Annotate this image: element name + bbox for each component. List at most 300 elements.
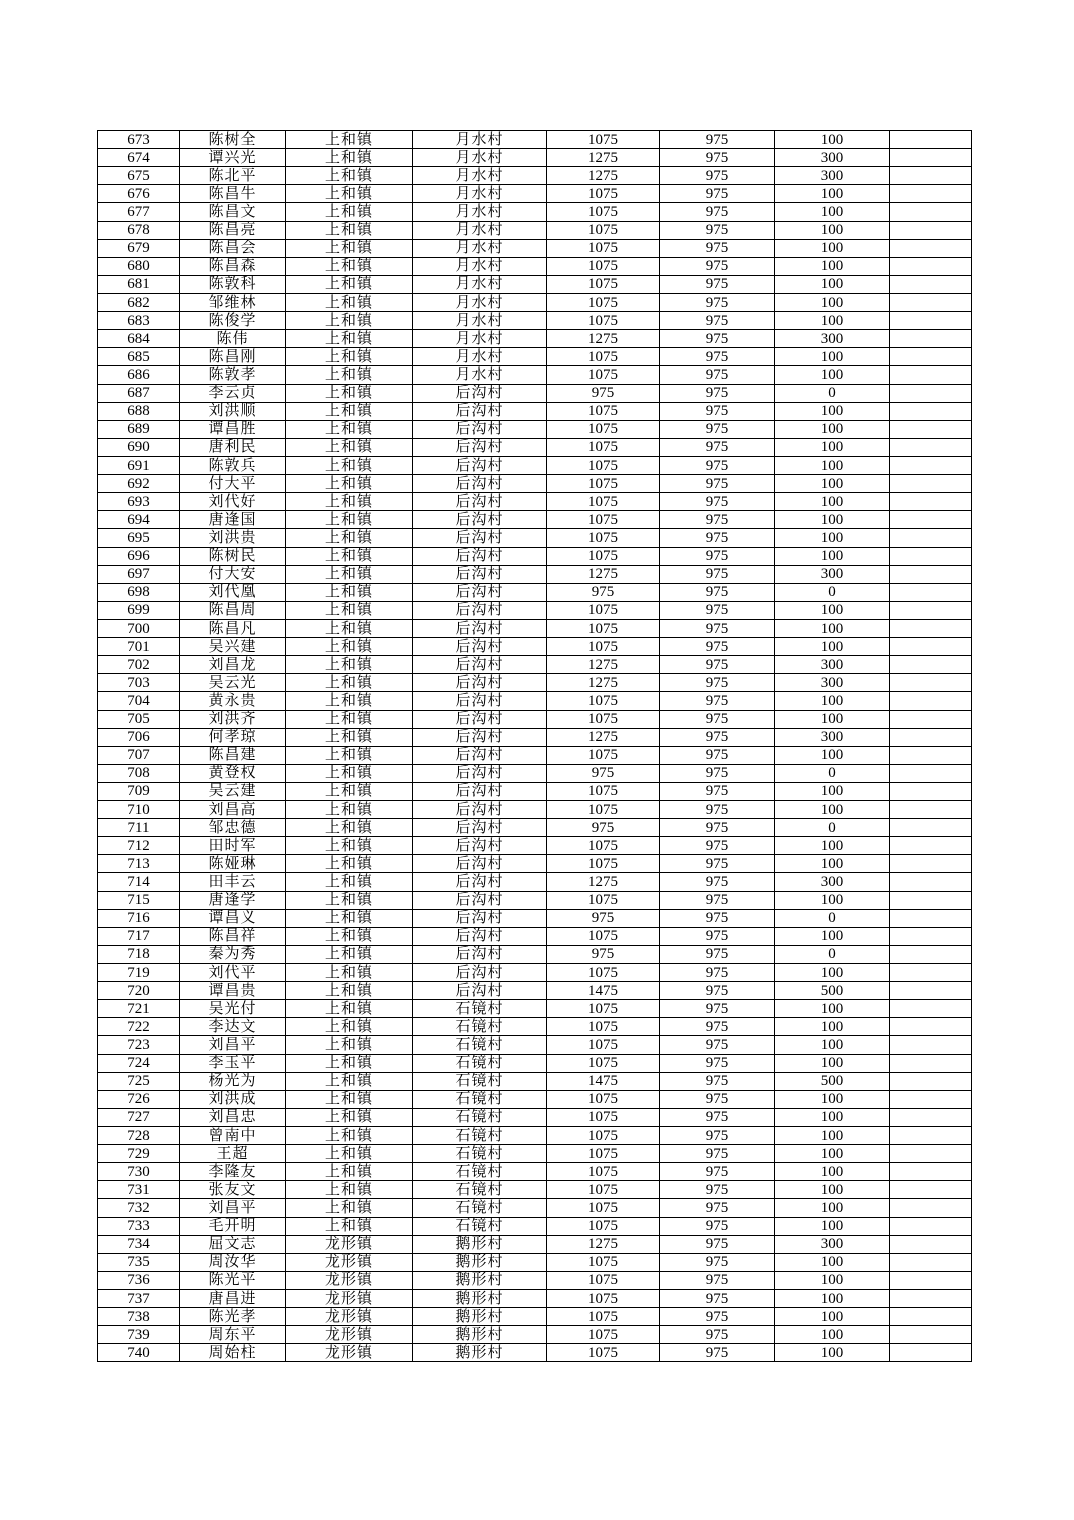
name-cell: 刘代凰 xyxy=(180,583,286,601)
amount-a-cell: 1075 xyxy=(547,1181,660,1199)
amount-b-cell: 975 xyxy=(660,203,775,221)
town-cell: 上和镇 xyxy=(286,1108,413,1126)
note-cell xyxy=(890,1127,972,1145)
note-cell xyxy=(890,1163,972,1181)
name-cell: 陈昌牛 xyxy=(180,185,286,203)
name-cell: 何孝琼 xyxy=(180,728,286,746)
note-cell xyxy=(890,1199,972,1217)
village-cell: 后沟村 xyxy=(413,964,547,982)
amount-b-cell: 975 xyxy=(660,638,775,656)
difference-cell: 100 xyxy=(775,221,890,239)
table-row xyxy=(98,674,972,692)
table-row xyxy=(98,964,972,982)
row-number-cell: 710 xyxy=(98,801,180,819)
table-row xyxy=(98,782,972,800)
row-number-cell: 713 xyxy=(98,855,180,873)
row-number-cell: 689 xyxy=(98,420,180,438)
difference-cell: 100 xyxy=(775,1217,890,1235)
note-cell xyxy=(890,909,972,927)
amount-b-cell: 975 xyxy=(660,529,775,547)
amount-b-cell: 975 xyxy=(660,456,775,474)
note-cell xyxy=(890,891,972,909)
row-number-cell: 709 xyxy=(98,782,180,800)
amount-b-cell: 975 xyxy=(660,927,775,945)
row-number-cell: 699 xyxy=(98,601,180,619)
amount-a-cell: 1075 xyxy=(547,638,660,656)
amount-a-cell: 1075 xyxy=(547,420,660,438)
amount-b-cell: 975 xyxy=(660,1326,775,1344)
difference-cell: 300 xyxy=(775,149,890,167)
table-row xyxy=(98,819,972,837)
note-cell xyxy=(890,819,972,837)
amount-a-cell: 1075 xyxy=(547,529,660,547)
town-cell: 上和镇 xyxy=(286,837,413,855)
table-row xyxy=(98,547,972,565)
table-row xyxy=(98,221,972,239)
difference-cell: 300 xyxy=(775,728,890,746)
table-row xyxy=(98,167,972,185)
amount-b-cell: 975 xyxy=(660,547,775,565)
amount-a-cell: 1075 xyxy=(547,1199,660,1217)
town-cell: 上和镇 xyxy=(286,782,413,800)
table-row xyxy=(98,638,972,656)
difference-cell: 100 xyxy=(775,1163,890,1181)
row-number-cell: 674 xyxy=(98,149,180,167)
row-number-cell: 722 xyxy=(98,1018,180,1036)
table-row xyxy=(98,1271,972,1289)
row-number-cell: 740 xyxy=(98,1344,180,1362)
village-cell: 鹅形村 xyxy=(413,1271,547,1289)
amount-a-cell: 1075 xyxy=(547,239,660,257)
table-row xyxy=(98,1199,972,1217)
name-cell: 陈昌文 xyxy=(180,203,286,221)
difference-cell: 100 xyxy=(775,1145,890,1163)
table-row xyxy=(98,529,972,547)
difference-cell: 100 xyxy=(775,366,890,384)
difference-cell: 100 xyxy=(775,1290,890,1308)
difference-cell: 100 xyxy=(775,1344,890,1362)
row-number-cell: 717 xyxy=(98,927,180,945)
note-cell xyxy=(890,692,972,710)
town-cell: 上和镇 xyxy=(286,330,413,348)
name-cell: 曾南中 xyxy=(180,1127,286,1145)
difference-cell: 100 xyxy=(775,1308,890,1326)
row-number-cell: 691 xyxy=(98,456,180,474)
town-cell: 上和镇 xyxy=(286,728,413,746)
name-cell: 谭昌胜 xyxy=(180,420,286,438)
village-cell: 月水村 xyxy=(413,203,547,221)
village-cell: 后沟村 xyxy=(413,601,547,619)
name-cell: 谭昌义 xyxy=(180,909,286,927)
note-cell xyxy=(890,583,972,601)
town-cell: 上和镇 xyxy=(286,547,413,565)
row-number-cell: 702 xyxy=(98,656,180,674)
name-cell: 田时军 xyxy=(180,837,286,855)
amount-b-cell: 975 xyxy=(660,728,775,746)
village-cell: 后沟村 xyxy=(413,710,547,728)
town-cell: 上和镇 xyxy=(286,384,413,402)
difference-cell: 100 xyxy=(775,185,890,203)
amount-a-cell: 1075 xyxy=(547,366,660,384)
note-cell xyxy=(890,475,972,493)
amount-a-cell: 1075 xyxy=(547,1018,660,1036)
row-number-cell: 706 xyxy=(98,728,180,746)
village-cell: 石镜村 xyxy=(413,1199,547,1217)
village-cell: 后沟村 xyxy=(413,873,547,891)
amount-b-cell: 975 xyxy=(660,837,775,855)
table-row xyxy=(98,1308,972,1326)
note-cell xyxy=(890,855,972,873)
name-cell: 陈树民 xyxy=(180,547,286,565)
row-number-cell: 734 xyxy=(98,1235,180,1253)
note-cell xyxy=(890,619,972,637)
village-cell: 后沟村 xyxy=(413,728,547,746)
town-cell: 上和镇 xyxy=(286,348,413,366)
town-cell: 上和镇 xyxy=(286,927,413,945)
amount-b-cell: 975 xyxy=(660,1271,775,1289)
name-cell: 吴光付 xyxy=(180,1000,286,1018)
note-cell xyxy=(890,149,972,167)
town-cell: 龙形镇 xyxy=(286,1308,413,1326)
amount-a-cell: 1075 xyxy=(547,601,660,619)
name-cell: 周汝华 xyxy=(180,1253,286,1271)
name-cell: 刘洪贵 xyxy=(180,529,286,547)
difference-cell: 100 xyxy=(775,131,890,149)
amount-b-cell: 975 xyxy=(660,1145,775,1163)
table-row xyxy=(98,1253,972,1271)
row-number-cell: 673 xyxy=(98,131,180,149)
amount-b-cell: 975 xyxy=(660,746,775,764)
town-cell: 上和镇 xyxy=(286,1000,413,1018)
town-cell: 上和镇 xyxy=(286,674,413,692)
difference-cell: 300 xyxy=(775,1235,890,1253)
village-cell: 后沟村 xyxy=(413,692,547,710)
note-cell xyxy=(890,131,972,149)
amount-a-cell: 975 xyxy=(547,764,660,782)
difference-cell: 100 xyxy=(775,801,890,819)
row-number-cell: 686 xyxy=(98,366,180,384)
amount-b-cell: 975 xyxy=(660,1199,775,1217)
amount-b-cell: 975 xyxy=(660,1181,775,1199)
village-cell: 后沟村 xyxy=(413,837,547,855)
amount-b-cell: 975 xyxy=(660,982,775,1000)
amount-b-cell: 975 xyxy=(660,1018,775,1036)
town-cell: 上和镇 xyxy=(286,529,413,547)
difference-cell: 100 xyxy=(775,855,890,873)
note-cell xyxy=(890,1181,972,1199)
row-number-cell: 681 xyxy=(98,275,180,293)
difference-cell: 100 xyxy=(775,1018,890,1036)
difference-cell: 100 xyxy=(775,710,890,728)
amount-b-cell: 975 xyxy=(660,819,775,837)
table-row xyxy=(98,801,972,819)
village-cell: 月水村 xyxy=(413,348,547,366)
village-cell: 后沟村 xyxy=(413,438,547,456)
name-cell: 陈俊学 xyxy=(180,312,286,330)
table-row xyxy=(98,438,972,456)
amount-b-cell: 975 xyxy=(660,131,775,149)
village-cell: 鹅形村 xyxy=(413,1326,547,1344)
difference-cell: 100 xyxy=(775,475,890,493)
name-cell: 唐逢学 xyxy=(180,891,286,909)
name-cell: 刘代平 xyxy=(180,964,286,982)
name-cell: 刘洪齐 xyxy=(180,710,286,728)
note-cell xyxy=(890,764,972,782)
difference-cell: 300 xyxy=(775,873,890,891)
amount-a-cell: 1075 xyxy=(547,547,660,565)
name-cell: 唐利民 xyxy=(180,438,286,456)
note-cell xyxy=(890,1018,972,1036)
amount-b-cell: 975 xyxy=(660,420,775,438)
village-cell: 后沟村 xyxy=(413,746,547,764)
note-cell xyxy=(890,456,972,474)
table-row xyxy=(98,764,972,782)
village-cell: 石镜村 xyxy=(413,1054,547,1072)
amount-b-cell: 975 xyxy=(660,221,775,239)
amount-b-cell: 975 xyxy=(660,185,775,203)
table-row xyxy=(98,402,972,420)
difference-cell: 100 xyxy=(775,692,890,710)
table-row xyxy=(98,475,972,493)
note-cell xyxy=(890,964,972,982)
row-number-cell: 731 xyxy=(98,1181,180,1199)
name-cell: 陈敦科 xyxy=(180,275,286,293)
difference-cell: 100 xyxy=(775,782,890,800)
difference-cell: 100 xyxy=(775,638,890,656)
village-cell: 石镜村 xyxy=(413,1018,547,1036)
row-number-cell: 679 xyxy=(98,239,180,257)
difference-cell: 100 xyxy=(775,239,890,257)
town-cell: 上和镇 xyxy=(286,801,413,819)
row-number-cell: 683 xyxy=(98,312,180,330)
amount-b-cell: 975 xyxy=(660,710,775,728)
table-row xyxy=(98,909,972,927)
row-number-cell: 724 xyxy=(98,1054,180,1072)
village-cell: 石镜村 xyxy=(413,1127,547,1145)
difference-cell: 100 xyxy=(775,1253,890,1271)
note-cell xyxy=(890,728,972,746)
name-cell: 毛开明 xyxy=(180,1217,286,1235)
note-cell xyxy=(890,203,972,221)
village-cell: 石镜村 xyxy=(413,1072,547,1090)
difference-cell: 100 xyxy=(775,1090,890,1108)
town-cell: 上和镇 xyxy=(286,475,413,493)
table-row xyxy=(98,149,972,167)
amount-a-cell: 1075 xyxy=(547,855,660,873)
note-cell xyxy=(890,366,972,384)
town-cell: 上和镇 xyxy=(286,203,413,221)
row-number-cell: 727 xyxy=(98,1108,180,1126)
amount-b-cell: 975 xyxy=(660,257,775,275)
amount-b-cell: 975 xyxy=(660,1054,775,1072)
difference-cell: 100 xyxy=(775,293,890,311)
amount-b-cell: 975 xyxy=(660,511,775,529)
note-cell xyxy=(890,348,972,366)
difference-cell: 100 xyxy=(775,1127,890,1145)
difference-cell: 300 xyxy=(775,565,890,583)
village-cell: 后沟村 xyxy=(413,855,547,873)
amount-a-cell: 1075 xyxy=(547,746,660,764)
name-cell: 陈伟 xyxy=(180,330,286,348)
name-cell: 陈树全 xyxy=(180,131,286,149)
village-cell: 后沟村 xyxy=(413,801,547,819)
table-row xyxy=(98,1054,972,1072)
amount-a-cell: 1075 xyxy=(547,692,660,710)
town-cell: 上和镇 xyxy=(286,746,413,764)
amount-b-cell: 975 xyxy=(660,402,775,420)
table-row xyxy=(98,239,972,257)
town-cell: 上和镇 xyxy=(286,583,413,601)
town-cell: 上和镇 xyxy=(286,819,413,837)
name-cell: 李云贞 xyxy=(180,384,286,402)
note-cell xyxy=(890,257,972,275)
amount-b-cell: 975 xyxy=(660,583,775,601)
difference-cell: 100 xyxy=(775,547,890,565)
amount-b-cell: 975 xyxy=(660,348,775,366)
amount-b-cell: 975 xyxy=(660,692,775,710)
table-row xyxy=(98,619,972,637)
note-cell xyxy=(890,1072,972,1090)
village-cell: 石镜村 xyxy=(413,1000,547,1018)
name-cell: 黄永贵 xyxy=(180,692,286,710)
row-number-cell: 676 xyxy=(98,185,180,203)
difference-cell: 0 xyxy=(775,819,890,837)
name-cell: 田丰云 xyxy=(180,873,286,891)
amount-a-cell: 1075 xyxy=(547,402,660,420)
town-cell: 龙形镇 xyxy=(286,1290,413,1308)
difference-cell: 100 xyxy=(775,1054,890,1072)
row-number-cell: 687 xyxy=(98,384,180,402)
row-number-cell: 720 xyxy=(98,982,180,1000)
town-cell: 上和镇 xyxy=(286,909,413,927)
name-cell: 刘昌平 xyxy=(180,1036,286,1054)
row-number-cell: 733 xyxy=(98,1217,180,1235)
difference-cell: 100 xyxy=(775,456,890,474)
note-cell xyxy=(890,837,972,855)
town-cell: 上和镇 xyxy=(286,873,413,891)
town-cell: 上和镇 xyxy=(286,710,413,728)
town-cell: 上和镇 xyxy=(286,945,413,963)
town-cell: 上和镇 xyxy=(286,964,413,982)
name-cell: 付大安 xyxy=(180,565,286,583)
town-cell: 上和镇 xyxy=(286,1145,413,1163)
row-number-cell: 708 xyxy=(98,764,180,782)
town-cell: 上和镇 xyxy=(286,493,413,511)
row-number-cell: 701 xyxy=(98,638,180,656)
difference-cell: 500 xyxy=(775,1072,890,1090)
name-cell: 张友文 xyxy=(180,1181,286,1199)
town-cell: 上和镇 xyxy=(286,764,413,782)
row-number-cell: 688 xyxy=(98,402,180,420)
table-row xyxy=(98,1000,972,1018)
amount-b-cell: 975 xyxy=(660,782,775,800)
amount-a-cell: 1075 xyxy=(547,1090,660,1108)
table-row xyxy=(98,493,972,511)
amount-b-cell: 975 xyxy=(660,366,775,384)
amount-a-cell: 975 xyxy=(547,909,660,927)
town-cell: 上和镇 xyxy=(286,293,413,311)
town-cell: 上和镇 xyxy=(286,1163,413,1181)
note-cell xyxy=(890,547,972,565)
row-number-cell: 726 xyxy=(98,1090,180,1108)
town-cell: 上和镇 xyxy=(286,1072,413,1090)
village-cell: 月水村 xyxy=(413,185,547,203)
note-cell xyxy=(890,1271,972,1289)
town-cell: 龙形镇 xyxy=(286,1271,413,1289)
town-cell: 上和镇 xyxy=(286,239,413,257)
table-row xyxy=(98,203,972,221)
name-cell: 邹维林 xyxy=(180,293,286,311)
table-row xyxy=(98,583,972,601)
table-row xyxy=(98,855,972,873)
difference-cell: 100 xyxy=(775,203,890,221)
name-cell: 李达文 xyxy=(180,1018,286,1036)
amount-b-cell: 975 xyxy=(660,964,775,982)
name-cell: 邹忠德 xyxy=(180,819,286,837)
name-cell: 付大平 xyxy=(180,475,286,493)
note-cell xyxy=(890,438,972,456)
difference-cell: 0 xyxy=(775,909,890,927)
amount-a-cell: 1075 xyxy=(547,891,660,909)
town-cell: 龙形镇 xyxy=(286,1235,413,1253)
amount-b-cell: 975 xyxy=(660,384,775,402)
row-number-cell: 682 xyxy=(98,293,180,311)
difference-cell: 100 xyxy=(775,1326,890,1344)
amount-a-cell: 1075 xyxy=(547,185,660,203)
amount-a-cell: 1275 xyxy=(547,873,660,891)
difference-cell: 100 xyxy=(775,438,890,456)
village-cell: 石镜村 xyxy=(413,1090,547,1108)
town-cell: 上和镇 xyxy=(286,221,413,239)
row-number-cell: 693 xyxy=(98,493,180,511)
difference-cell: 100 xyxy=(775,746,890,764)
amount-a-cell: 1075 xyxy=(547,964,660,982)
note-cell xyxy=(890,1235,972,1253)
name-cell: 刘洪成 xyxy=(180,1090,286,1108)
note-cell xyxy=(890,927,972,945)
amount-a-cell: 1075 xyxy=(547,619,660,637)
village-cell: 后沟村 xyxy=(413,583,547,601)
note-cell xyxy=(890,982,972,1000)
note-cell xyxy=(890,1145,972,1163)
town-cell: 上和镇 xyxy=(286,1036,413,1054)
amount-a-cell: 1075 xyxy=(547,348,660,366)
table-row xyxy=(98,1036,972,1054)
town-cell: 上和镇 xyxy=(286,511,413,529)
village-cell: 后沟村 xyxy=(413,384,547,402)
village-cell: 后沟村 xyxy=(413,764,547,782)
row-number-cell: 698 xyxy=(98,583,180,601)
name-cell: 屈文志 xyxy=(180,1235,286,1253)
note-cell xyxy=(890,801,972,819)
name-cell: 陈昌会 xyxy=(180,239,286,257)
town-cell: 上和镇 xyxy=(286,1090,413,1108)
difference-cell: 100 xyxy=(775,529,890,547)
amount-b-cell: 975 xyxy=(660,1308,775,1326)
note-cell xyxy=(890,330,972,348)
table-row xyxy=(98,656,972,674)
row-number-cell: 700 xyxy=(98,619,180,637)
table-row xyxy=(98,1235,972,1253)
amount-b-cell: 975 xyxy=(660,475,775,493)
difference-cell: 300 xyxy=(775,656,890,674)
difference-cell: 500 xyxy=(775,982,890,1000)
note-cell xyxy=(890,1090,972,1108)
amount-a-cell: 1075 xyxy=(547,1127,660,1145)
amount-b-cell: 975 xyxy=(660,1036,775,1054)
town-cell: 上和镇 xyxy=(286,438,413,456)
row-number-cell: 704 xyxy=(98,692,180,710)
